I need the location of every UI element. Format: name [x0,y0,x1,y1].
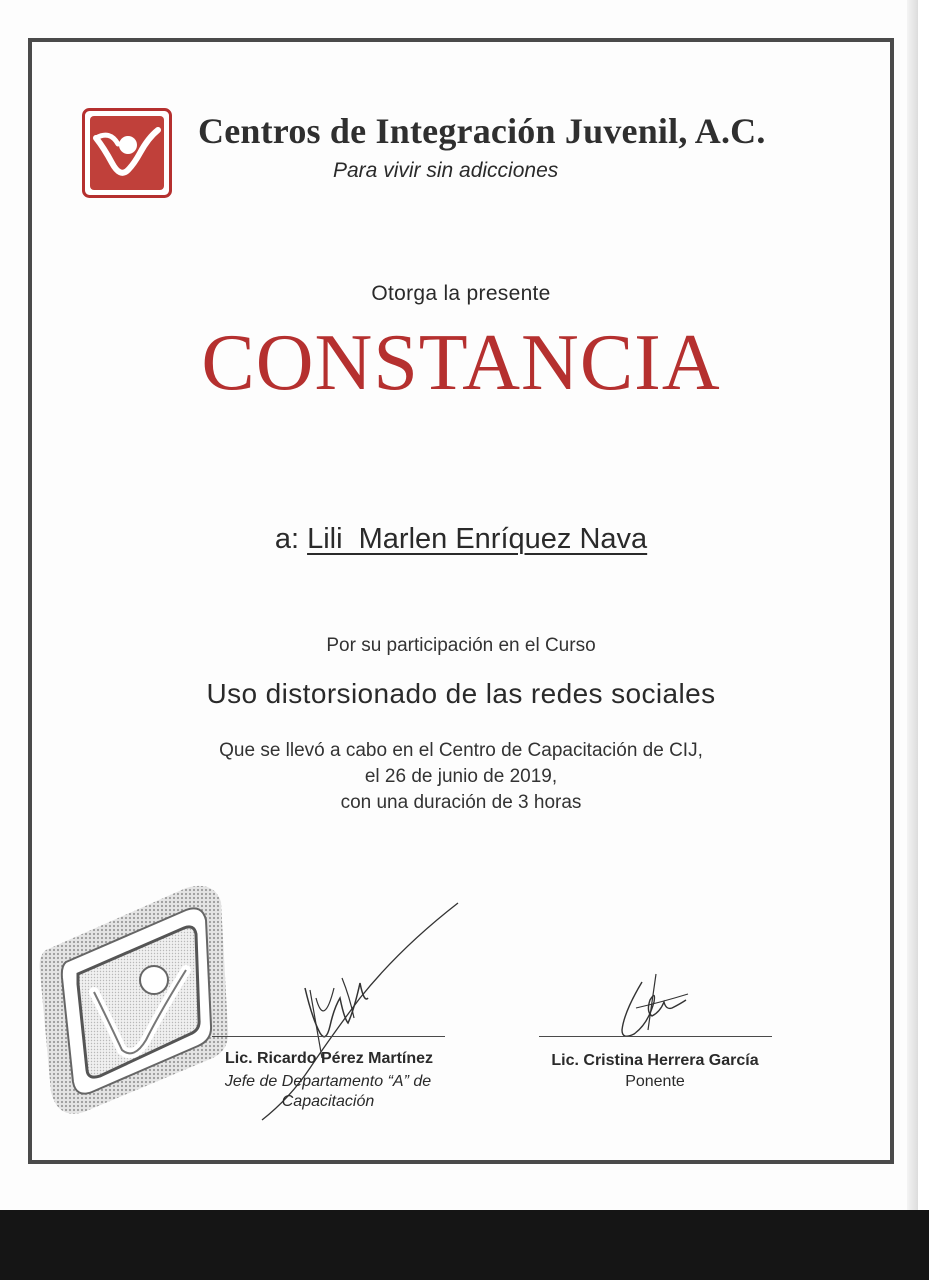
signatory-name: Lic. Ricardo Pérez Martínez [224,1050,434,1067]
signatory-role-line: Capacitación [281,1093,375,1110]
organization-tagline: Para vivir sin adicciones [333,159,559,182]
signature-line [212,1036,445,1037]
cij-logo-icon [82,108,172,198]
scan-edge [907,0,918,1210]
detail-line: con una duración de 3 horas [340,792,582,813]
recipient-name: Lili Marlen Enríquez Nava [307,523,648,555]
signature-line [539,1036,772,1037]
detail-line: Que se llevó a cabo en el Centro de Capacitación de CIJ, [219,740,703,761]
signature-icon [612,972,692,1044]
recipient-line [28,523,894,556]
scanner-background [0,1210,929,1280]
course-name: Uso distorsionado de las redes sociales [206,678,716,709]
detail-line: el 26 de junio de 2019, [364,766,558,787]
participation-text: Por su participación en el Curso [326,635,596,656]
signatory-role-line: Ponente [625,1073,685,1090]
signatory-role [195,1072,461,1112]
recipient-prefix: a: [274,523,299,555]
course-details [28,738,894,816]
grants-text: Otorga la presente [371,282,551,305]
signatory-name: Lic. Cristina Herrera García [551,1052,759,1069]
certificate-title: CONSTANCIA [201,319,721,407]
signatory-role [530,1072,780,1092]
organization-name: Centros de Integración Juvenil, A.C. [198,111,766,151]
signatory-role-line: Jefe de Departamento “A” de [224,1073,432,1090]
